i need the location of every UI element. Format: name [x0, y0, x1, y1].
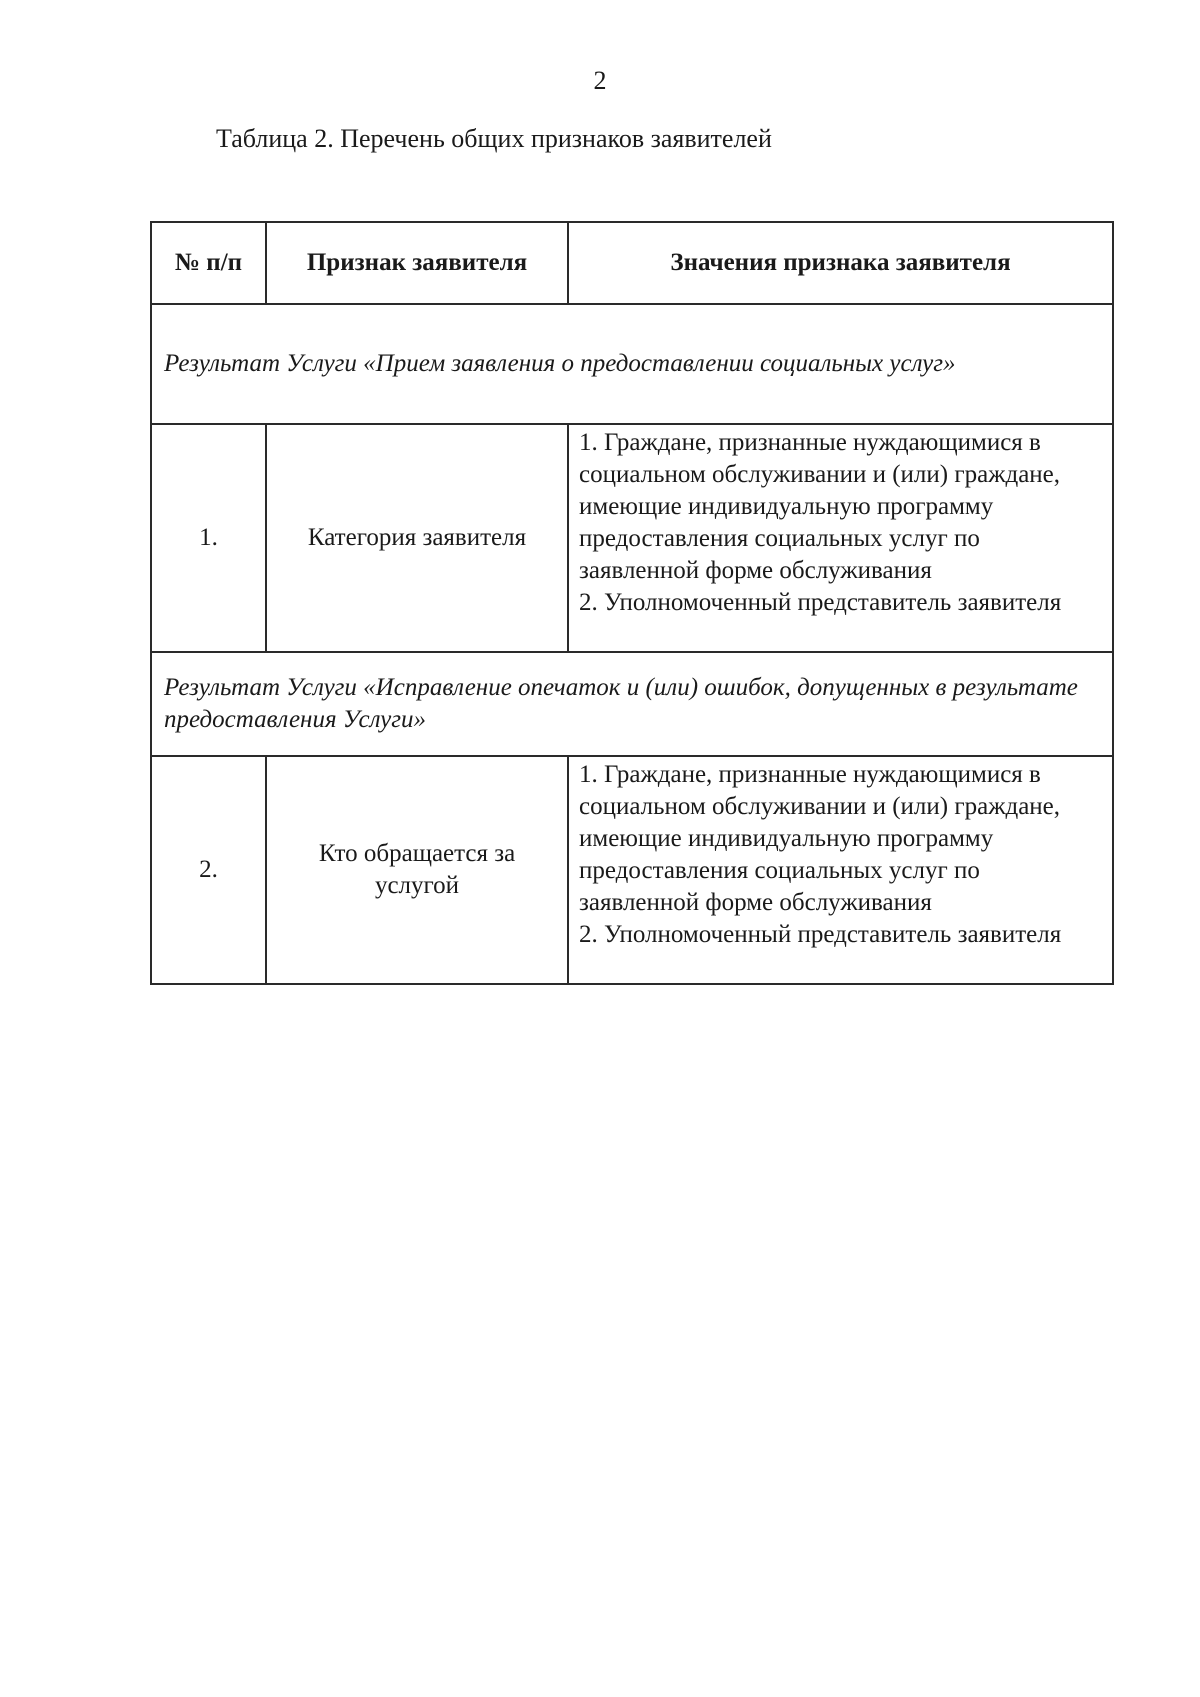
row-number: 2. — [151, 756, 266, 984]
row-feature: Категория заявителя — [266, 424, 568, 652]
section-title: Результат Услуги «Исправление опечаток и (или) ошибок, допущенных в результате предоставления Услуги» — [151, 652, 1113, 756]
row-values — [568, 424, 1113, 652]
header-values: Значения признака заявителя — [568, 222, 1113, 304]
table-row — [151, 756, 1113, 984]
applicant-features-table — [150, 221, 1114, 985]
row-values — [568, 756, 1113, 984]
row-value-item: 2. Уполномоченный представитель заявителя — [579, 921, 1062, 948]
section-title: Результат Услуги «Прием заявления о предоставлении социальных услуг» — [151, 304, 1113, 424]
table-caption: Таблица 2. Перечень общих признаков заявителей — [216, 124, 772, 153]
row-value-item: 1. Граждане, признанные нуждающимися в социальном обслуживании и (или) граждане, имеющие индивидуальную программу предоставления социальных услуг по заявленной форме обслуживания — [579, 761, 1061, 916]
header-feature: Признак заявителя — [266, 222, 568, 304]
table-row — [151, 424, 1113, 652]
page-number: 2 — [593, 66, 607, 95]
row-value-item: 1. Граждане, признанные нуждающимися в социальном обслуживании и (или) граждане, имеющие индивидуальную программу предоставления социальных услуг по заявленной форме обслуживания — [579, 429, 1061, 584]
row-feature: Кто обращается за услугой — [266, 756, 568, 984]
section-row — [151, 304, 1113, 424]
row-value-item: 2. Уполномоченный представитель заявителя — [579, 589, 1062, 616]
section-row — [151, 652, 1113, 756]
row-number: 1. — [151, 424, 266, 652]
table-header-row — [151, 222, 1113, 304]
header-number: № п/п — [151, 222, 266, 304]
